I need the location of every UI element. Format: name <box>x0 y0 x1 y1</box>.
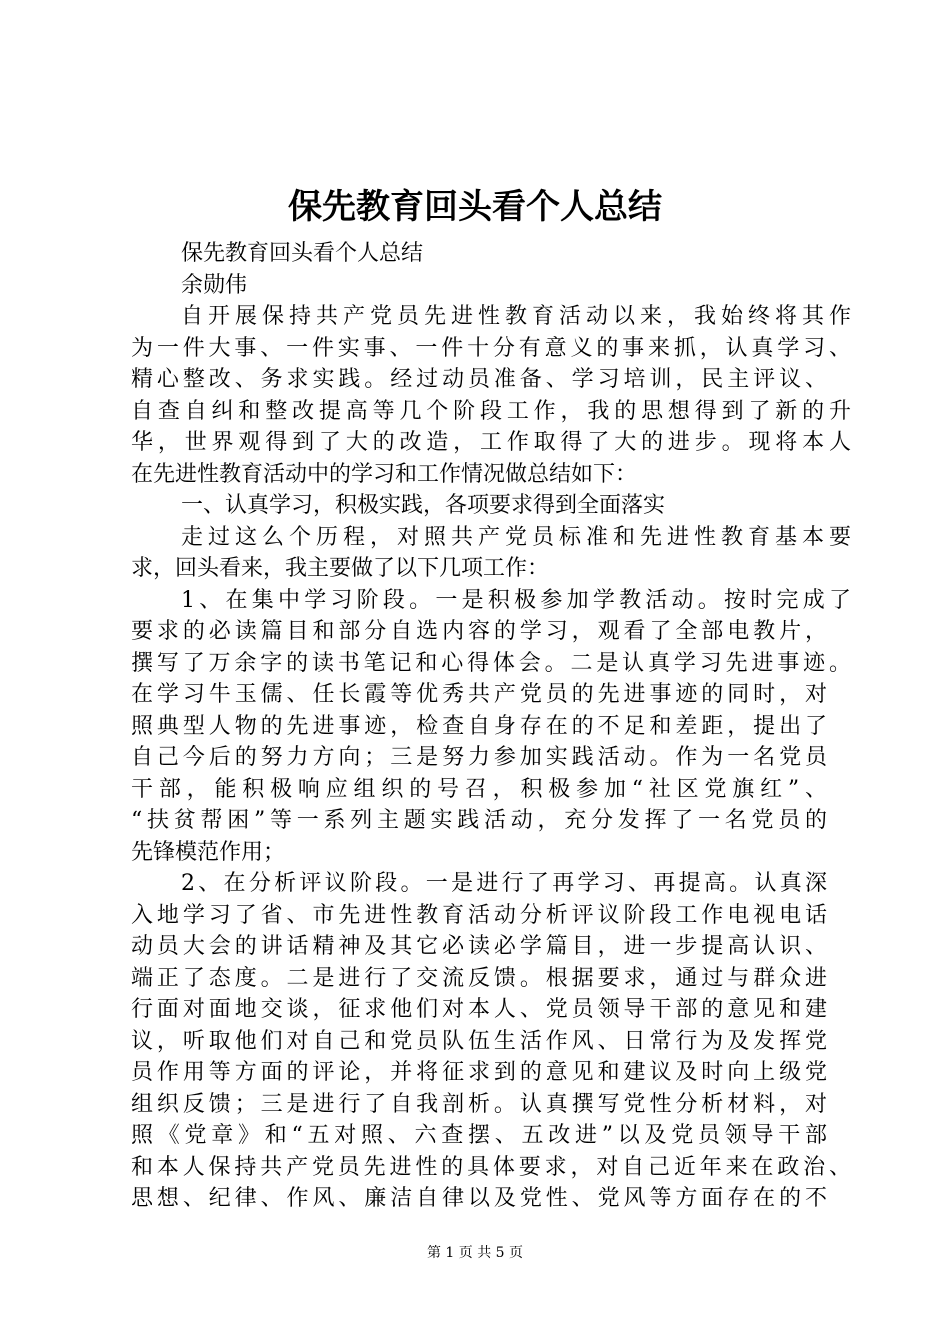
paragraph-line: 求，回头看来，我主要做了以下几项工作： <box>131 556 550 581</box>
paragraph-line: 照《党章》和“五对照、六查摆、五改进”以及党员领导干部 <box>131 1123 827 1148</box>
paragraph-line: 行面对面地交谈，征求他们对本人、党员领导干部的意见和建 <box>131 997 827 1022</box>
paragraph-line: 撰写了万余字的读书笔记和心得体会。二是认真学习先进事迹。 <box>131 651 851 676</box>
paragraph-line: 先锋模范作用； <box>131 840 286 865</box>
paragraph-line: 精心整改、务求实践。经过动员准备、学习培训，民主评议、 <box>131 367 827 392</box>
paragraph-line: 为一件大事、一件实事、一件十分有意义的事来抓，认真学习、 <box>131 336 851 361</box>
paragraph-line: 自查自纠和整改提高等几个阶段工作，我的思想得到了新的升 <box>131 399 851 424</box>
paragraph-line: 自开展保持共产党员先进性教育活动以来，我始终将其作 <box>181 304 851 329</box>
paragraph-line: 议，听取他们对自己和党员队伍生活作风、日常行为及发挥党 <box>131 1029 827 1054</box>
paragraph-line: 在先进性教育活动中的学习和工作情况做总结如下： <box>131 462 638 487</box>
paragraph-line: 照典型人物的先进事迹，检查自身存在的不足和差距，提出了 <box>131 714 827 739</box>
paragraph-line: 华，世界观得到了大的改造，工作取得了大的进步。现将本人 <box>131 430 851 455</box>
document-title: 保先教育回头看个人总结 <box>288 187 662 227</box>
paragraph-line: 1、在集中学习阶段。一是积极参加学教活动。按时完成了 <box>181 588 851 613</box>
paragraph-line: 动员大会的讲话精神及其它必读必学篇目，进一步提高认识、 <box>131 934 827 959</box>
paragraph-line: “扶贫帮困”等一系列主题实践活动，充分发挥了一名党员的 <box>131 808 827 833</box>
page-footer: 第 1 页 共 5 页 <box>426 1245 524 1261</box>
paragraph-line: 和本人保持共产党员先进性的具体要求，对自己近年来在政治、 <box>131 1155 851 1180</box>
paragraph-line: 自己今后的努力方向；三是努力参加实践活动。作为一名党员 <box>131 745 827 770</box>
paragraph-line: 思想、纪律、作风、廉洁自律以及党性、党风等方面存在的不 <box>131 1186 827 1211</box>
paragraph-line: 走过这么个历程，对照共产党员标准和先进性教育基本要 <box>181 525 851 550</box>
paragraph-line: 入地学习了省、市先进性教育活动分析评议阶段工作电视电话 <box>131 903 827 928</box>
paragraph-line: 2、在分析评议阶段。一是进行了再学习、再提高。认真深 <box>181 871 827 896</box>
section-heading: 一、认真学习，积极实践，各项要求得到全面落实 <box>181 493 666 518</box>
paragraph-line: 在学习牛玉儒、任长霞等优秀共产党员的先进事迹的同时，对 <box>131 682 827 707</box>
author-line: 余勋伟 <box>181 273 248 298</box>
paragraph-line: 干部，能积极响应组织的号召，积极参加“社区党旗红”、 <box>131 777 827 802</box>
paragraph-line: 端正了态度。二是进行了交流反馈。根据要求，通过与群众进 <box>131 966 827 991</box>
paragraph-line: 员作用等方面的评论，并将征求到的意见和建议及时向上级党 <box>131 1060 827 1085</box>
paragraph-line: 要求的必读篇目和部分自选内容的学习，观看了全部电教片， <box>131 619 827 644</box>
subtitle-line: 保先教育回头看个人总结 <box>181 241 424 266</box>
paragraph-line: 组织反馈；三是进行了自我剖析。认真撰写党性分析材料，对 <box>131 1092 827 1117</box>
